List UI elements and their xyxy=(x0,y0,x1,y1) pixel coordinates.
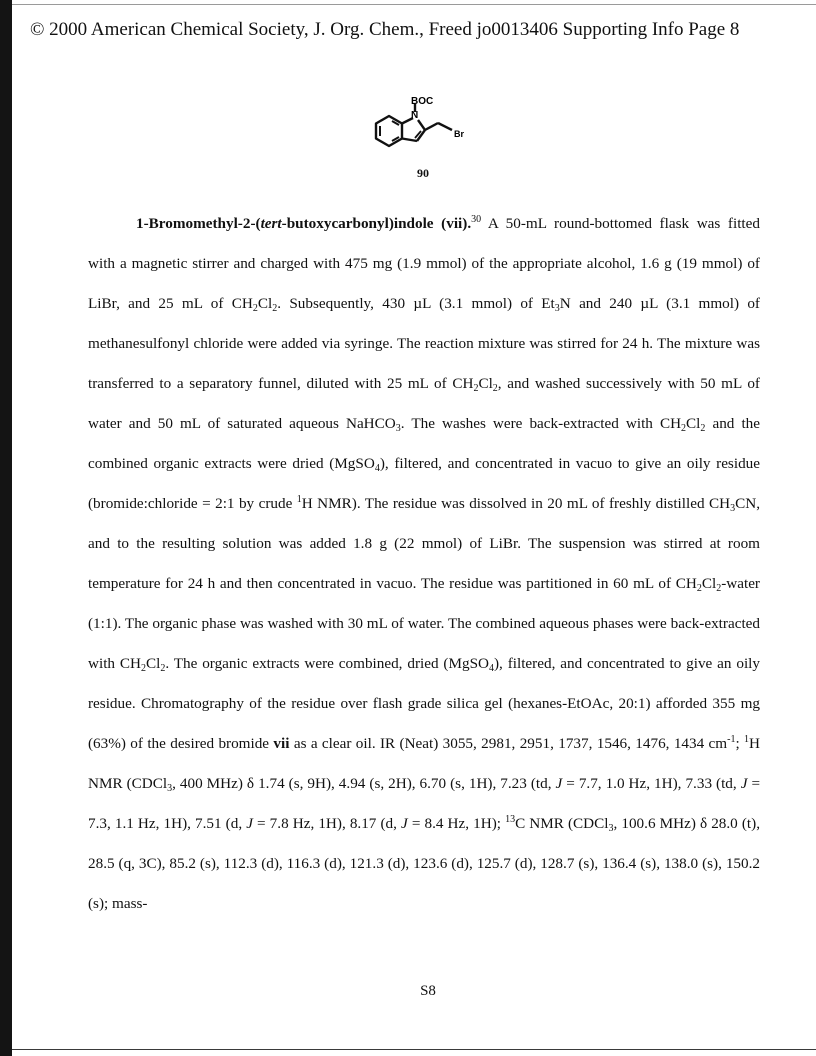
indole-structure-diagram xyxy=(368,96,478,168)
scan-bottom-edge xyxy=(12,1049,816,1050)
bromine-label: Br xyxy=(454,129,465,139)
boc-label: BOC xyxy=(411,96,434,107)
bond-c3-c3a xyxy=(402,139,417,142)
nitrogen-label: N xyxy=(411,110,419,121)
bond-n-c2 xyxy=(418,120,425,130)
reference-number: 30 xyxy=(471,214,482,225)
experimental-paragraph: 1-Bromomethyl-2-(tert-butoxycarbonyl)indole (vii).$^{30}$ A 50-mL round-bottomed flask was fitted with a magnetic stirrer and charged with 475 mg (1.9 mmol) of the appropriate alcohol, 1.6 g (19 mmol) of LiBr, and 25 mL of $CH_2Cl_2$. Subsequently, 430 µL (3.1 mmol) of $Et_3N$ and 240 µL (3.1 mmol) of methanesulfonyl chloride were added via syringe. The reaction mixture was stirred for 24 h. The mixture was transferred to a separatory funnel, diluted with 25 mL of $CH_2Cl_2$, and washed successively with 50 mL of water and 50 mL of saturated aqueous NaHCO$_3$. The washes were back-extracted with $CH_2Cl_2$ and the combined organic extracts were dried (MgSO$_4$), filtered, and concentrated in vacuo to give an oily residue (bromide:chloride = 2:1 by crude $^1$H NMR). The residue was dissolved in 20 mL of freshly distilled $CH_3CN$, and to the resulting solution was added 1.8 g (22 mmol) of LiBr. The suspension was stirred at room temperature for 24 h and then concentrated in vacuo. The residue was partitioned in 60 mL of $CH_2Cl_2$-water (1:1). The organic phase was washed with 30 mL of water. The combined aqueous phases were back-extracted with $CH_2Cl_2$. The organic extracts were combined, dried (MgSO$_4$), filtered, and concentrated to give an oily residue. Chromatography of the residue over flash grade silica gel (hexanes-EtOAc, 20:1) afforded 355 mg (63%) of the desired bromide vii as a clear oil. IR (Neat) 3055, 2981, 2951, 1737, 1546, 1476, 1434 $cm^{-1}$; $^1$H NMR (CDCl$_3$, 400 MHz) δ 1.74 (s, 9H), 4.94 (s, 2H), 6.70 (s, 1H), 7.23 (td, J = 7.7, 1.0 Hz, 1H), 7.33 (td, J = 7.3, 1.1 Hz, 1H), 7.51 (d, J = 7.8 Hz, 1H), 8.17 (d, J = 8.4 Hz, 1H); $^{13}$C NMR (CDCl$_3$, 100.6 MHz) δ 28.0 (t), 28.5 (q, 3C), 85.2 (s), 112.3 (d), 116.3 (d), 121.3 (d), 123.6 (d), 125.7 (d), 128.7 (s), 136.4 (s), 138.0 (s), 150.2 (s); mass- xyxy=(88,214,761,912)
scan-top-edge xyxy=(12,4,816,5)
page-header: © 2000 American Chemical Society, J. Org. Chem., Freed jo0013406 Supporting Info Page 8 xyxy=(30,19,740,40)
compound-title: 1-Bromomethyl-2-(tert-butoxycarbonyl)indole (vii). xyxy=(136,215,472,232)
compound-number: 90 xyxy=(417,166,429,180)
page-number: S8 xyxy=(420,983,436,999)
bond-ch2-br xyxy=(438,123,452,130)
bond-c2-ch2 xyxy=(425,123,438,130)
scan-left-border xyxy=(0,0,12,1056)
